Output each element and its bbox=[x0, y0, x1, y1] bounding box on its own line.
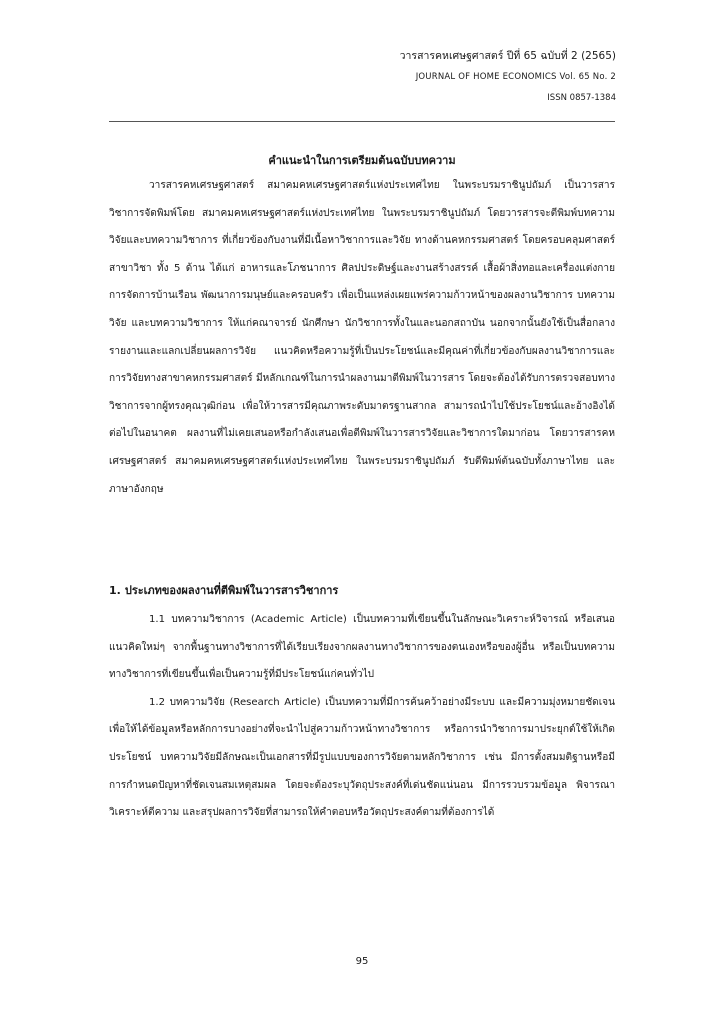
journal-title-english: JOURNAL OF HOME ECONOMICS Vol. 65 No. 2 bbox=[415, 72, 616, 82]
journal-header bbox=[400, 46, 616, 109]
intro-section bbox=[109, 172, 615, 503]
journal-title-thai: วารสารคหเศษฐศาสตร์ ปีที่ 65 ฉบับที่ 2 (2565) bbox=[399, 50, 616, 62]
section-1-number: 1. bbox=[109, 584, 121, 597]
intro-paragraph: วารสารคหเศรษฐศาสตร์ สมาคมคหเศรษฐศาสตร์แห่งประเทศไทย ในพระบรมราชินูปถัมภ์ เป็นวารสารวิชาการจัดพิมพ์โดย สมาคมคหเศรษฐศาสตร์แห่งประเทศไทย ในพระบรมราชินูปถัมภ์ โดยวารสารจะตีพิมพ์บทความวิจัยและบทความวิชาการ ที่เกี่ยวข้องกับงานที่มีเนื้อหาวิชาการและวิจัย ทางด้านคหกรรมศาสตร์ โดยครอบคลุมศาสตร์สาขาวิชา ทั้ง 5 ด้าน ได้แก่ อาหารและโภชนาการ ศิลปประดิษฐ์และงานสร้างสรรค์ เสื้อผ้าสิ่งทอและเครื่องแต่งกาย การจัดการบ้านเรือน พัฒนาการมนุษย์และครอบครัว เพื่อเป็นแหล่งเผยแพร่ความก้าวหน้าของผลงานวิชาการ บทความวิจัย และบทความวิชาการ ให้แก่คณาจารย์ นักศึกษา นักวิชาการทั้งในและนอกสถาบัน นอกจากนั้นยังใช้เป็นสื่อกลางรายงานและแลกเปลี่ยนผลการวิจัย แนวคิดหรือความรู้ที่เป็นประโยชน์และมีคุณค่าที่เกี่ยวข้องกับผลงานวิชาการและการวิจัยทางสาขาคหกรรมศาสตร์ มีหลักเกณฑ์ในการนำผลงานมาตีพิมพ์ในวารสาร โดยจะต้องได้รับการตรวจสอบทางวิชาการจากผู้ทรงคุณวุฒิก่อน เพื่อให้วารสารมีคุณภาพระดับมาตรฐานสากล สามารถนำไปใช้ประโยชน์และอ้างอิงได้ต่อไปในอนาคต ผลงานที่ไม่เคยเสนอหรือกำลังเสนอเพื่อตีพิมพ์ในวารสารวิจัยและวิชาการใดมาก่อน โดยวารสารคหเศรษฐศาสตร์ สมาคมคหเศรษฐศาสตร์แห่งประเทศไทย ในพระบรมราชินูปถัมภ์ รับตีพิมพ์ต้นฉบับทั้งภาษาไทย และภาษาอังกฤษ bbox=[109, 180, 615, 495]
section-1-title: ประเภทของผลงานที่ตีพิมพ์ในวารสารวิชาการ bbox=[124, 584, 339, 597]
item-1-1-paragraph: 1.1 บทความวิชาการ (Academic Article) เป็นบทความที่เขียนขึ้นในลักษณะวิเคราะห์วิจารณ์ หรือเสนอแนวคิดใหม่ๆ จากพื้นฐานทางวิชาการที่ได้เรียบเรียงจากผลงานทางวิชาการของตนเองหรือของผู้อื่น หรือเป็นบทความทางวิชาการที่เขียนขึ้นเพื่อเป็นความรู้ที่มีประโยชน์แก่คนทั่วไป bbox=[109, 614, 615, 681]
section-1-heading bbox=[109, 581, 338, 599]
item-1-2-paragraph: 1.2 บทความวิจัย (Research Article) เป็นบทความที่มีการค้นคว้าอย่างมีระบบ และมีความมุ่งหมายชัดเจนเพื่อให้ได้ข้อมูลหรือหลักการบางอย่างที่จะนำไปสู่ความก้าวหน้าทางวิชาการ หรือการนำวิชาการมาประยุกต์ใช้ให้เกิดประโยชน์ บทความวิจัยมีลักษณะเป็นเอกสารที่มีรูปแบบของการวิจัยตามหลักวิชาการ เช่น มีการตั้งสมมติฐานหรือมีการกำหนดปัญหาที่ชัดเจนสมเหตุสมผล โดยจะต้องระบุวัตถุประสงค์ที่เด่นชัดแน่นอน มีการรวบรวมข้อมูล พิจารณาวิเคราะห์ตีความ และสรุปผลการวิจัยที่สามารถให้คำตอบหรือวัตถุประสงค์ตามที่ต้องการได้ bbox=[109, 696, 615, 819]
document-title: คำแนะนำในการเตรียมต้นฉบับบทความ bbox=[268, 154, 456, 167]
header-divider bbox=[109, 121, 615, 122]
section-1-body bbox=[109, 606, 615, 827]
page-number: 95 bbox=[355, 956, 369, 967]
journal-issn: ISSN 0857-1384 bbox=[547, 93, 616, 103]
